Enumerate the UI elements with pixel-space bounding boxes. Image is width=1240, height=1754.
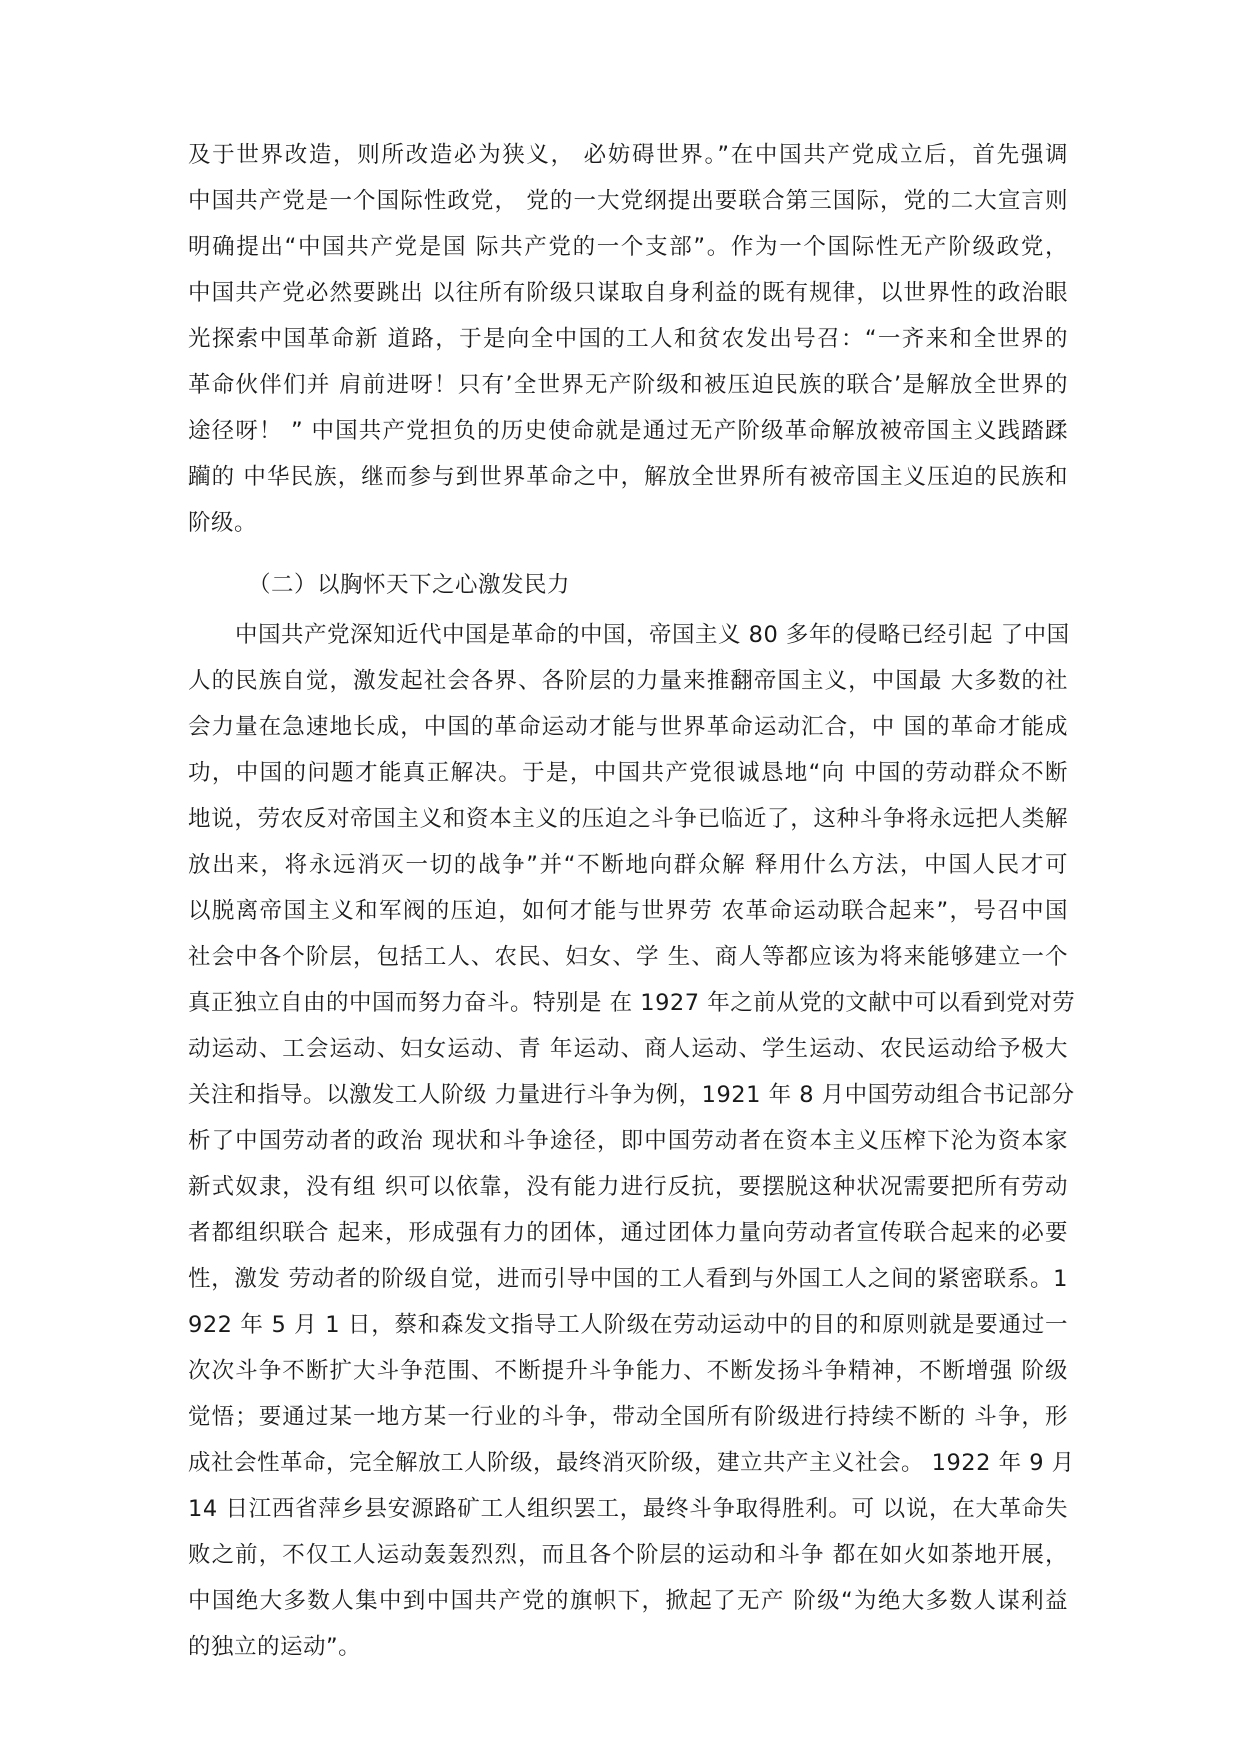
paragraph-line: 新式奴隶，没有组 织可以依靠，没有能力进行反抗，要摆脱这种状况需要把所有劳动: [188, 1174, 1068, 1200]
paragraph-line: 次次斗争不断扩大斗争范围、不断提升斗争能力、不断发扬斗争精神，不断增强 阶级: [188, 1358, 1068, 1384]
paragraph-line: 性，激发 劳动者的阶级自觉，进而引导中国的工人看到与外国工人之间的紧密联系。1: [188, 1266, 1068, 1292]
paragraph-line: 阶级。: [188, 510, 258, 536]
paragraph-line: 中国共产党必然要跳出 以往所有阶级只谋取自身利益的既有规律，以世界性的政治眼: [188, 280, 1068, 306]
paragraph-line: 以脱离帝国主义和军阀的压迫，如何才能与世界劳 农革命运动联合起来”，号召中国: [188, 898, 1068, 924]
paragraph-line: 922 年 5 月 1 日，蔡和森发文指导工人阶级在劳动运动中的目的和原则就是要通过一: [188, 1312, 1068, 1338]
paragraph-2: [188, 612, 1076, 1670]
paragraph-1: [188, 132, 1068, 546]
paragraph-line: 中国绝大多数人集中到中国共产党的旗帜下，掀起了无产 阶级“为绝大多数人谋利益: [188, 1588, 1068, 1614]
paragraph-line: 地说，劳农反对帝国主义和资本主义的压迫之斗争已临近了，这种斗争将永远把人类解: [188, 806, 1068, 832]
heading-text: （二）以胸怀天下之心激发民力: [248, 572, 571, 598]
paragraph-line: 中国共产党是一个国际性政党， 党的一大党纲提出要联合第三国际，党的二大宣言则: [188, 188, 1068, 214]
paragraph-line: 功，中国的问题才能真正解决。于是，中国共产党很诚恳地“向 中国的劳动群众不断: [188, 760, 1068, 786]
paragraph-line: 成社会性革命，完全解放工人阶级，最终消灭阶级，建立共产主义社会。 1922 年 9 月: [188, 1450, 1075, 1476]
paragraph-line: 关注和指导。以激发工人阶级 力量进行斗争为例，1921 年 8 月中国劳动组合书记部分: [188, 1082, 1075, 1108]
paragraph-line: 及于世界改造，则所改造必为狭义， 必妨碍世界。”在中国共产党成立后，首先强调: [188, 142, 1068, 168]
paragraph-line: 躏的 中华民族，继而参与到世界革命之中，解放全世界所有被帝国主义压迫的民族和: [188, 464, 1068, 490]
paragraph-line: 析了中国劳动者的政治 现状和斗争途径，即中国劳动者在资本主义压榨下沦为资本家: [188, 1128, 1068, 1154]
paragraph-line: 光探索中国革命新 道路，于是向全中国的工人和贫农发出号召：“一齐来和全世界的: [188, 326, 1068, 352]
paragraph-line: 者都组织联合 起来，形成强有力的团体，通过团体力量向劳动者宣传联合起来的必要: [188, 1220, 1068, 1246]
paragraph-line: 会力量在急速地长成，中国的革命运动才能与世界革命运动汇合，中 国的革命才能成: [188, 714, 1068, 740]
paragraph-line: 动运动、工会运动、妇女运动、青 年运动、商人运动、学生运动、农民运动给予极大: [188, 1036, 1068, 1062]
paragraph-line: 革命伙伴们并 肩前进呀！只有’全世界无产阶级和被压迫民族的联合’是解放全世界的: [188, 372, 1068, 398]
paragraph-line: 人的民族自觉，激发起社会各界、各阶层的力量来推翻帝国主义，中国最 大多数的社: [188, 668, 1068, 694]
paragraph-line: 社会中各个阶层，包括工人、农民、妇女、学 生、商人等都应该为将来能够建立一个: [188, 944, 1068, 970]
paragraph-line: 真正独立自由的中国而努力奋斗。特别是 在 1927 年之前从党的文献中可以看到党对劳: [188, 990, 1076, 1016]
paragraph-line: 的独立的运动”。: [188, 1634, 362, 1660]
paragraph-line: 放出来，将永远消灭一切的战争”并“不断地向群众解 释用什么方法，中国人民才可: [188, 852, 1068, 878]
section-heading: [188, 562, 1068, 608]
paragraph-line: 明确提出“中国共产党是国 际共产党的一个支部”。作为一个国际性无产阶级政党，: [188, 234, 1068, 260]
paragraph-line: 14 日江西省萍乡县安源路矿工人组织罢工，最终斗争取得胜利。可 以说，在大革命失: [188, 1496, 1068, 1522]
paragraph-line: 败之前，不仅工人运动轰轰烈烈，而且各个阶层的运动和斗争 都在如火如荼地开展，: [188, 1542, 1068, 1568]
paragraph-line: 觉悟；要通过某一地方某一行业的斗争，带动全国所有阶级进行持续不断的 斗争，形: [188, 1404, 1068, 1430]
paragraph-line: 途径呀！ ” 中国共产党担负的历史使命就是通过无产阶级革命解放被帝国主义践踏蹂: [188, 418, 1068, 444]
paragraph-first-line: 中国共产党深知近代中国是革命的中国，帝国主义 80 多年的侵略已经引起 了中国: [235, 622, 1070, 648]
